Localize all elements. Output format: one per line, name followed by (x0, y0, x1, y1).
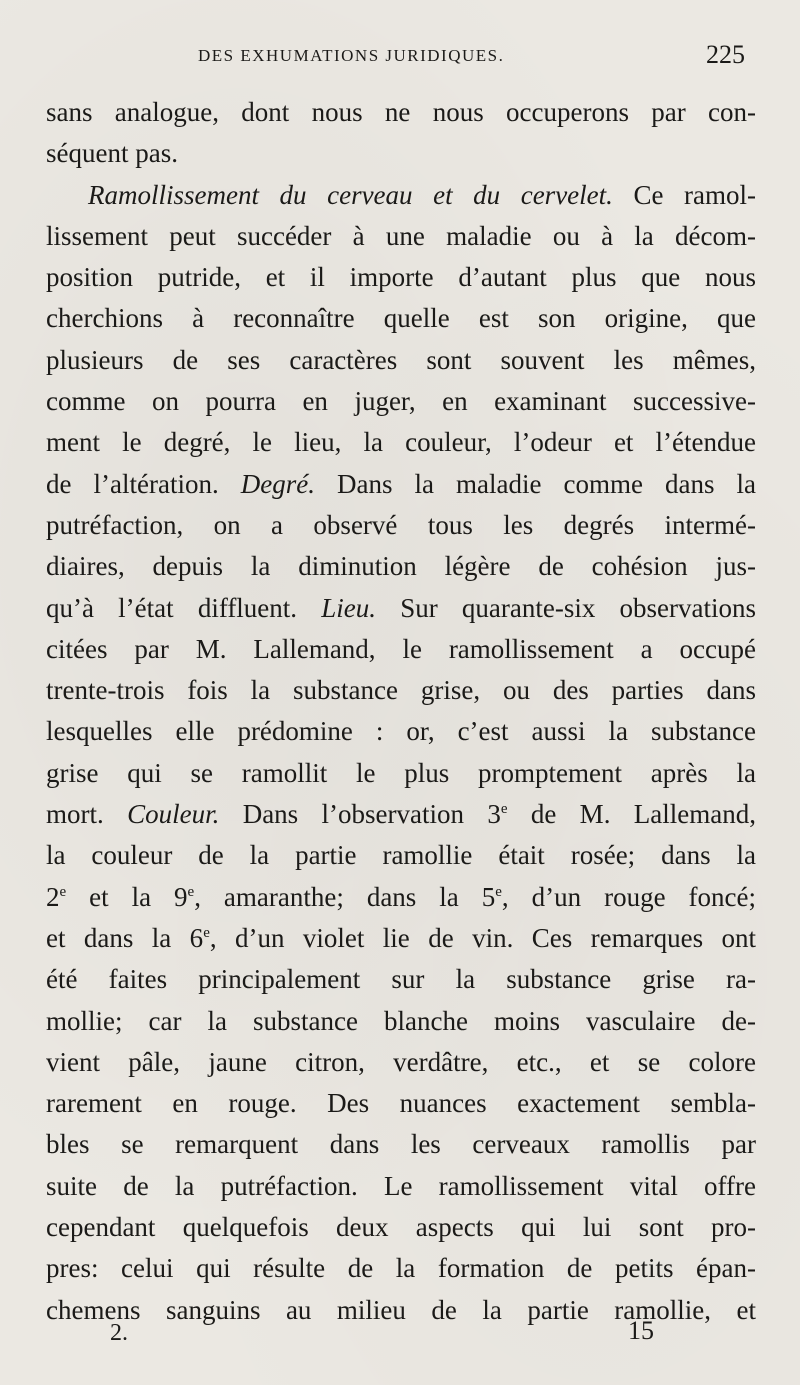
text-line (46, 918, 756, 959)
text-span: Dans l’observation 3 (219, 799, 501, 830)
text-span: qu’à l’état diffluent. (46, 592, 322, 623)
body-text (46, 92, 756, 1331)
superscript: e (495, 883, 502, 900)
text-span: de M. Lallemand, (507, 799, 756, 830)
text-line: rarement en rouge. Des nuances exactement sembla- (46, 1088, 756, 1119)
text-span: de l’altération. (46, 468, 241, 499)
subheading-lieu: Lieu. (321, 592, 376, 623)
text-span: et la 9 (66, 881, 188, 912)
text-line: diaires, depuis la diminution légère de cohésion jus- (46, 551, 756, 582)
superscript: e (187, 883, 195, 900)
text-line: trente-trois fois la substance grise, ou des parties dans (46, 675, 756, 706)
page-footer (0, 1316, 800, 1360)
subheading-couleur: Couleur. (127, 799, 220, 830)
text-span: Dans la maladie comme dans la (314, 468, 756, 499)
text-line: été faites principalement sur la substance grise ra- (46, 964, 756, 995)
section-heading: Ramollissement du cerveau et du cervelet. (88, 179, 613, 210)
text-line: plusieurs de ses caractères sont souvent les mêmes, (46, 344, 756, 375)
text-span: mort. (46, 799, 128, 830)
text-line: comme on pourra en juger, en examinant successive- (46, 386, 756, 417)
text-span: 2 (46, 881, 60, 912)
text-span: Ce ramol- (612, 179, 756, 210)
text-line: ment le degré, le lieu, la couleur, l’odeur et l’étendue (46, 427, 756, 458)
subheading-degre: Degré. (240, 468, 315, 499)
superscript: e (203, 924, 210, 941)
text-line: cherchions à reconnaître quelle est son origine, que (46, 303, 756, 334)
running-head (0, 40, 800, 76)
superscript: e (59, 883, 67, 900)
text-line: citées par M. Lallemand, le ramollissement a occupé (46, 633, 756, 664)
text-line (46, 794, 756, 835)
text-line (46, 588, 756, 629)
superscript: e (500, 801, 508, 818)
text-span: , amaranthe; dans la 5 (194, 881, 496, 912)
text-line: lissement peut succéder à une maladie ou à la décom- (46, 220, 756, 251)
text-line: grise qui se ramollit le plus promptement après la (46, 757, 756, 788)
text-line: la couleur de la partie ramollie était rosée; dans la (46, 840, 756, 871)
text-line: chemens sanguins au milieu de la partie ramollie, et (46, 1294, 756, 1325)
text-line: suite de la putréfaction. Le ramollissement vital offre (46, 1170, 756, 1201)
text-line (46, 175, 756, 216)
running-title: DES EXHUMATIONS JURIDIQUES. (198, 46, 505, 65)
sheet-number: 15 (628, 1316, 654, 1345)
text-line: cependant quelquefois deux aspects qui lui sont pro- (46, 1212, 756, 1243)
text-line: sans analogue, dont nous ne nous occuperons par con- (46, 97, 756, 127)
text-line: pres: celui qui résulte de la formation de petits épan- (46, 1253, 756, 1284)
text-line: putréfaction, on a observé tous les degrés intermé- (46, 509, 756, 540)
text-line: séquent pas. (46, 138, 178, 169)
text-line: position putride, et il importe d’autant plus que nous (46, 262, 756, 293)
text-line: mollie; car la substance blanche moins vasculaire de- (46, 1005, 756, 1036)
text-line: vient pâle, jaune citron, verdâtre, etc., et se colore (46, 1046, 756, 1077)
text-line: lesquelles elle prédomine : or, c’est aussi la substance (46, 716, 756, 747)
text-line (46, 877, 756, 918)
text-span: et dans la 6 (46, 922, 204, 953)
text-line (46, 464, 756, 505)
text-span: Sur quarante-six observations (376, 592, 756, 623)
text-line: bles se remarquent dans les cerveaux ramollis par (46, 1129, 756, 1160)
text-span: , d’un rouge foncé; (501, 881, 756, 912)
text-span: , d’un violet lie de vin. Ces remarques ont (209, 922, 756, 953)
signature-mark: 2. (110, 1320, 128, 1346)
page-number: 225 (706, 40, 745, 69)
